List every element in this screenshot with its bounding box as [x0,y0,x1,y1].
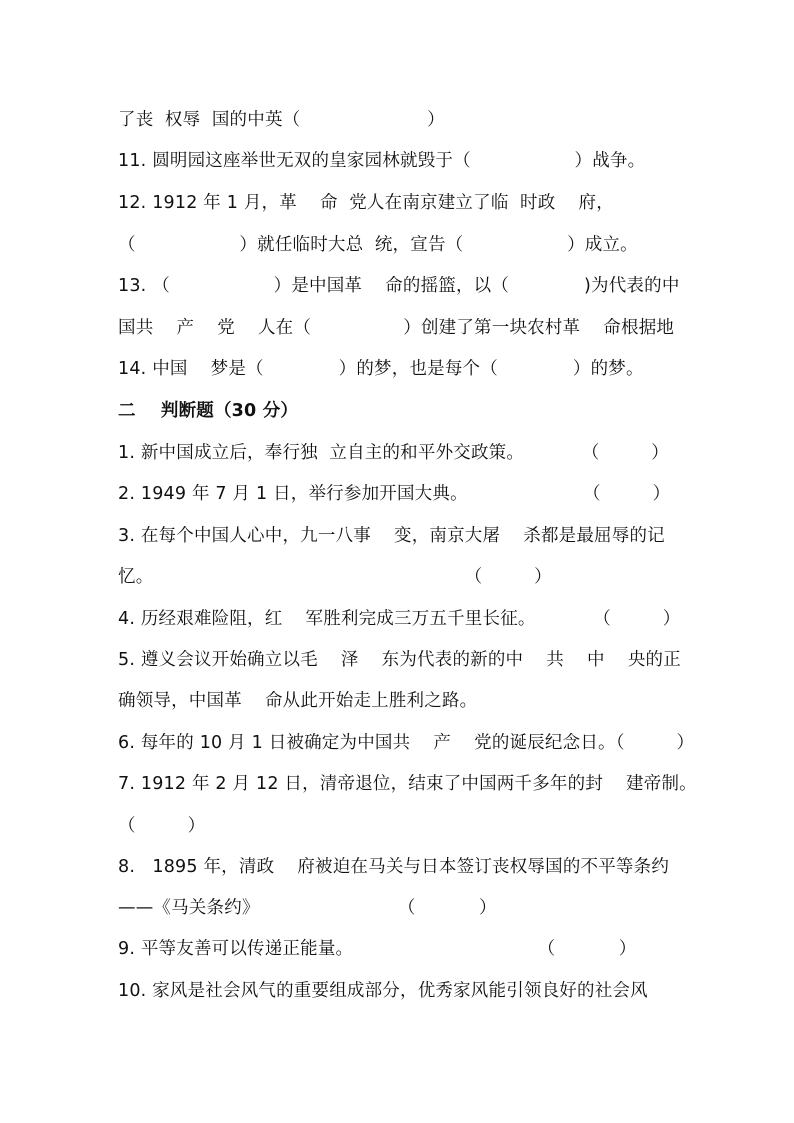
judge-question-5: 5. 遵义会议开始确立以毛 泽 东为代表的新的中 共 中 央的正 [118,650,681,670]
judge-question-4: 4. 历经艰难险阻，红 军胜利完成三万五千里长征。 （ ） [118,609,681,629]
text-line: 了丧 权辱 国的中英（ ） [118,110,445,130]
text-line: 确领导，中国革 命从此开始走上胜利之路。 [118,691,478,711]
text-line: ——《马关条约》 （ ） [118,898,497,918]
judge-question-9: 9. 平等友善可以传递正能量。 （ ） [118,939,637,959]
judge-question-1: 1. 新中国成立后，奉行独 立自主的和平外交政策。 （ ） [118,443,669,463]
text-line: 忆。 （ ） [118,567,552,587]
text-line: （ ） [118,816,206,836]
question-12: 12. 1912 年 1 月，革 命 党人在南京建立了临 时政 府， [118,193,614,213]
question-13: 13. （ ）是中国革 命的摇篮，以（ )为代表的中 [118,276,680,296]
section-heading: 二 判断题（30 分） [118,401,299,421]
judge-question-3: 3. 在每个中国人心中，九一八事 变，南京大屠 杀都是最屈辱的记 [118,526,665,546]
judge-question-7: 7. 1912 年 2 月 12 日，清帝退位，结束了中国两千多年的封 建帝制。 [118,774,697,794]
judge-question-8: 8. 1895 年，清政 府被迫在马关与日本签订丧权辱国的不平等条约 [118,857,670,877]
judge-question-2: 2. 1949 年 7 月 1 日，举行参加开国大典。 （ ） [118,484,671,504]
judge-question-10: 10. 家风是社会风气的重要组成部分，优秀家风能引领良好的社会风 [118,981,648,1001]
question-11: 11. 圆明园这座举世无双的皇家园林就毁于（ ）战争。 [118,151,646,171]
judge-question-6: 6. 每年的 10 月 1 日被确定为中国共 产 党的诞辰纪念日。（ ） [118,733,695,753]
text-line: （ ）就任临时大总 统，宣告（ ）成立。 [118,235,638,255]
text-line: 国共 产 党 人在（ ）创建了第一块农村革 命根据地 [118,318,675,338]
question-14: 14. 中国 梦是（ ）的梦，也是每个（ ）的梦。 [118,359,644,379]
